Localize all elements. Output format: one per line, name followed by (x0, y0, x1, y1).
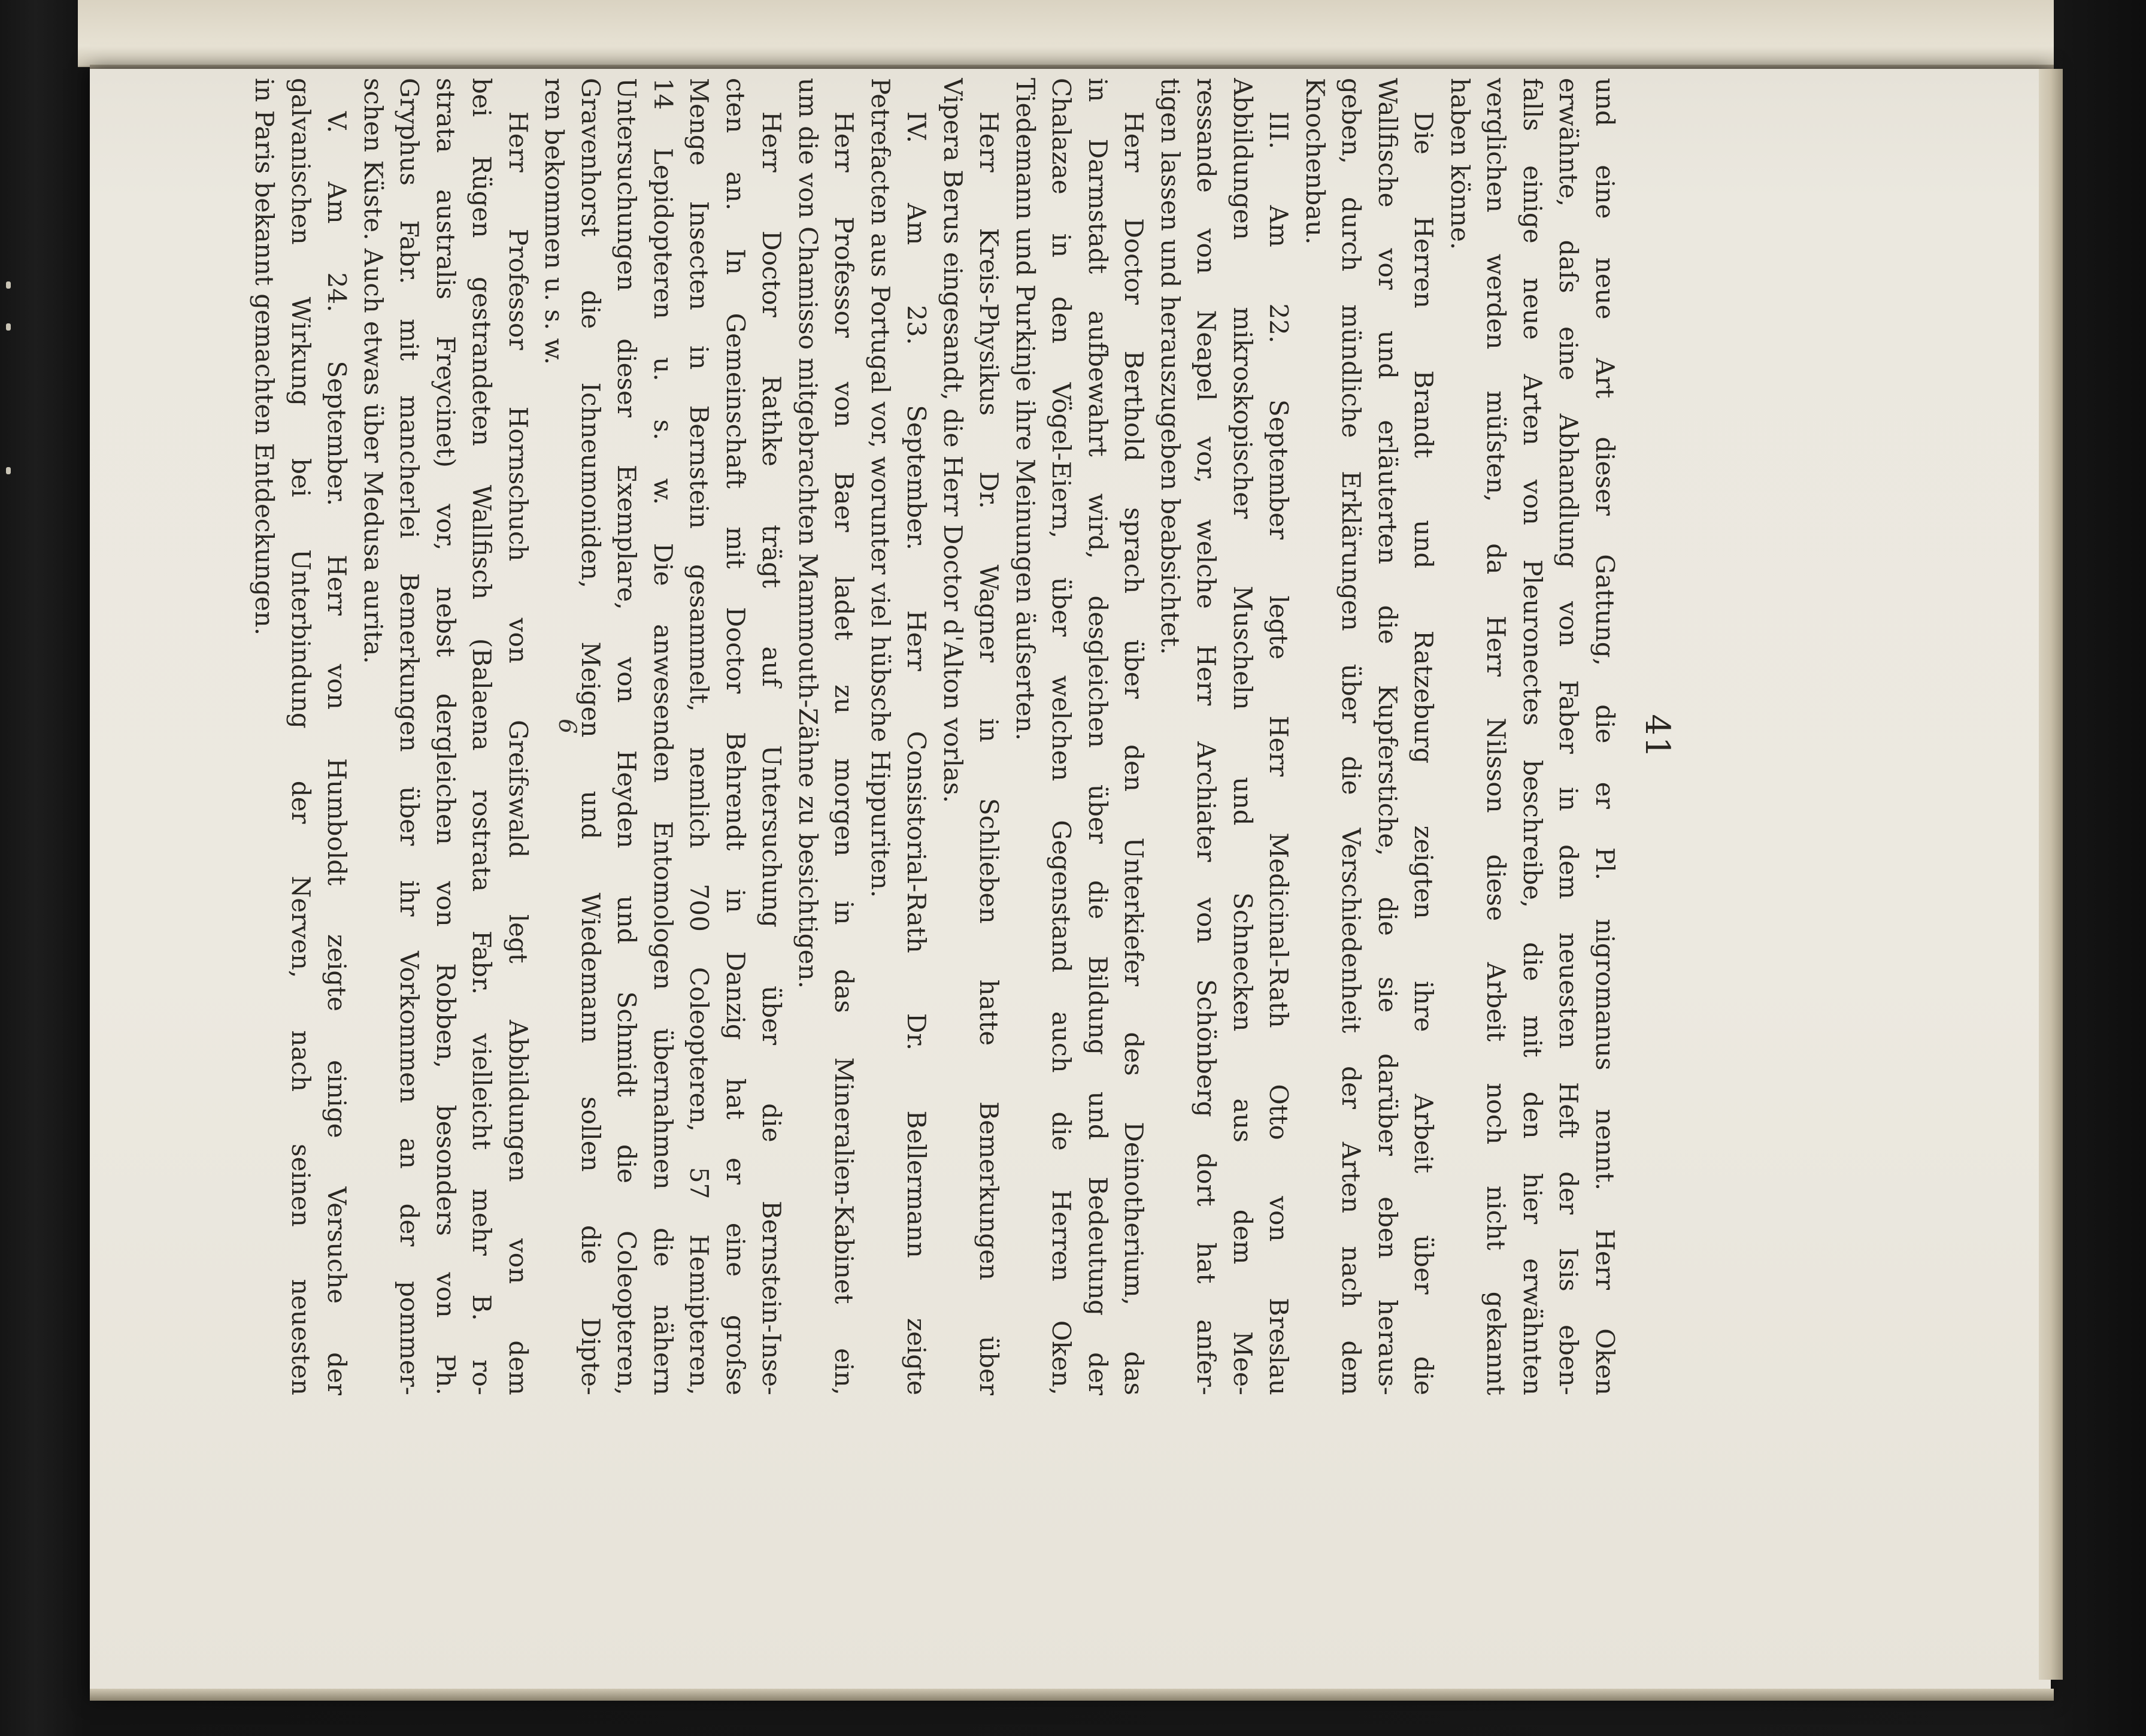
text-line: Herr Professor Hornschuch von Greifswald legt Abbildungen von dem (504, 111, 533, 1395)
text-line: erwähnte, daſs eine Abhandlung von Faber in dem neuesten Heft der Isis eben- (1554, 78, 1584, 1395)
facing-page-edge (78, 0, 2054, 67)
text-line: Vipera Berus eingesandt, die Herr Doctor d'Alton vorlas. (938, 78, 968, 803)
text-line: Herr Professor von Baer ladet zu morgen in das Mineralien-Kabinet ein, (829, 111, 859, 1395)
text-line: cten an. In Gemeinschaft mit Doctor Behrendt in Danzig hat er eine groſse (721, 78, 750, 1395)
text-line: ressande von Neapel vor, welche Herr Archiater von Schönberg dort hat anfer- (1192, 78, 1221, 1395)
text-line: in Paris bekannt gemachten Entdeckungen. (250, 78, 280, 636)
text-line: um die von Chamisso mitgebrachten Mammouth-Zähne zu besichtigen. (793, 78, 823, 989)
text-line: tigen lassen und herauszugeben beabsichtet. (1156, 78, 1185, 655)
text-line: in Darmstadt aufbewahrt wird, desgleichen über die Bildung und Bedeutung der (1083, 78, 1113, 1395)
text-line: ren bekommen u. s. w. (539, 78, 569, 365)
body-text (246, 78, 1623, 1395)
page-bottom-edge (90, 1689, 2054, 1701)
text-line: Menge Insecten in Bernstein gesammelt, nemlich 700 Coleopteren, 57 Hemipteren, (684, 78, 714, 1395)
text-line: haben könne. (1445, 78, 1475, 250)
text-line: Gryphus Fabr. mit mancherlei Bemerkungen über ihr Vorkommen an der pommer- (395, 78, 425, 1395)
text-line: Die Herren Brandt und Ratzeburg zeigten ihre Arbeit über die (1409, 111, 1439, 1395)
signature-mark: 6 (553, 719, 581, 734)
text-line: Herr Doctor Berthold sprach über den Unterkiefer des Deinotherium, das (1119, 111, 1149, 1395)
text-line: Chalazae in den Vögel-Eiern, über welchen Gegenstand auch die Herren Oken, (1047, 78, 1077, 1395)
text-line: Tiedemann und Purkinje ihre Meinungen äuſserten. (1011, 78, 1040, 741)
page-number: 41 (1638, 714, 1677, 759)
text-line: geben, durch mündliche Erklärungen über die Verschiedenheit der Arten nach dem (1336, 78, 1366, 1395)
text-line: galvanischen Wirkung bei Unterbindung der Nerven, nach seinen neuesten (286, 78, 316, 1395)
text-line: 14 Lepidopteren u. s. w. Die anwesenden Entomologen übernahmen die nähern (648, 78, 678, 1395)
scanner-edge-marks (6, 0, 18, 1736)
text-line: Untersuchungen dieser Exemplare, von Heyden und Schmidt die Coleopteren, (612, 78, 642, 1395)
text-line: Wallfische vor und erläuterten die Kupferstiche, die sie darüber eben heraus- (1373, 78, 1402, 1395)
text-line: falls einige neue Arten von Pleuronectes beschreibe, die mit den hier erwähnten (1518, 78, 1547, 1395)
text-line: bei Rügen gestrandeten Wallfisch (Balaena rostrata Fabr. vielleicht mehr B. ro- (467, 78, 497, 1395)
text-line: schen Küste. Auch etwas über Medusa aurita. (359, 78, 388, 664)
text-line: IV. Am 23. September. Herr Consistorial-Rath Dr. Bellermann zeigte (902, 111, 932, 1395)
text-line: III. Am 22. September legte Herr Medicinal-Rath Otto von Breslau (1264, 111, 1294, 1395)
text-line: Knochenbau. (1301, 78, 1330, 245)
text-line: verglichen werden müſsten, da Herr Nilsson diese Arbeit noch nicht gekannt (1481, 78, 1511, 1395)
text-line: Gravenhorst die Ichneumoniden, Meigen und Wiedemann sollen die Dipte- (576, 78, 605, 1395)
text-line: strata australis Freycinet) vor, nebst dergleichen von Robben, besonders von Ph. (431, 78, 460, 1395)
text-line: Petrefacten aus Portugal vor, worunter viel hübsche Hippuriten. (866, 78, 895, 898)
text-line: Herr Kreis-Physikus Dr. Wagner in Schlieben hatte Bemerkungen über (974, 111, 1004, 1395)
page-fore-edge (2039, 69, 2063, 1680)
rotated-text-block (250, 78, 1677, 1395)
text-line: Herr Doctor Rathke trägt auf Untersuchung über die Bernstein-Inse- (757, 111, 787, 1395)
text-line: V. Am 24. September. Herr von Humboldt zeigte einige Versuche der (322, 111, 352, 1395)
text-line: Abbildungen mikroskopischer Muscheln und Schnecken aus dem Mee- (1228, 78, 1257, 1395)
text-line: und eine neue Art dieser Gattung, die er Pl. nigromanus nennt. Herr Oken (1590, 78, 1620, 1395)
